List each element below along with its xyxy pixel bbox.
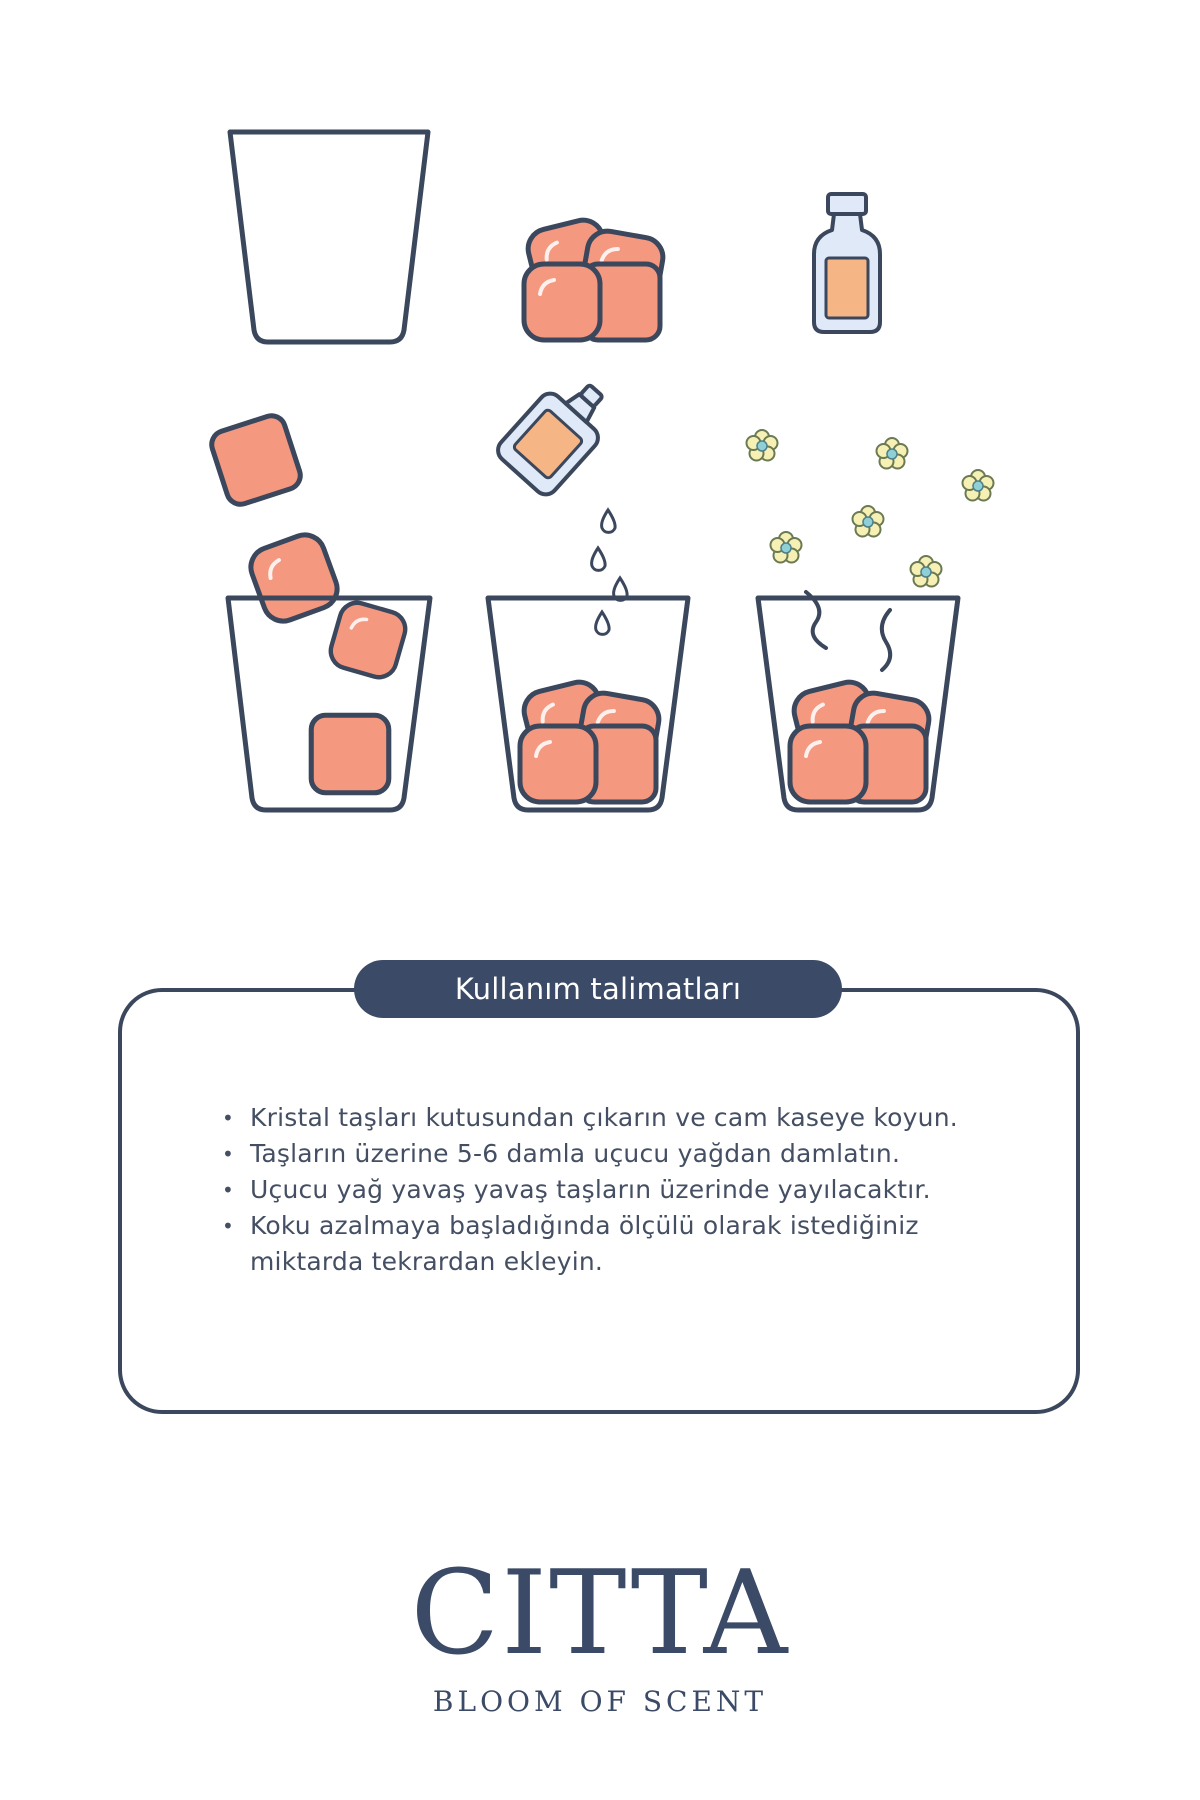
crystal-stones-icon	[524, 216, 666, 340]
instructions-list	[218, 1100, 1018, 1280]
scented-glass-flowers-icon	[747, 430, 994, 810]
empty-glass-icon	[230, 132, 428, 342]
instruction-item: • Kristal taşları kutusundan çıkarın ve cam kaseye koyun.	[218, 1100, 1018, 1136]
brand-tagline: BLOOM OF SCENT	[432, 1685, 768, 1718]
pouring-oil-drops-icon	[488, 366, 688, 810]
instructions-title: Kullanım talimatları	[354, 960, 842, 1018]
stones-falling-into-glass-icon	[208, 412, 430, 810]
instruction-item: • Uçucu yağ yavaş yavaş taşların üzerinde yayılacaktır.	[218, 1172, 1018, 1208]
oil-bottle-icon	[814, 194, 880, 332]
instruction-item: • Taşların üzerine 5-6 damla uçucu yağdan damlatın.	[218, 1136, 1018, 1172]
brand-logo: CITTA	[410, 1546, 790, 1681]
instruction-item: • Koku azalmaya başladığında ölçülü olarak istediğiniz miktarda tekrardan ekleyin.	[218, 1208, 1018, 1280]
usage-illustrations	[0, 0, 1200, 860]
